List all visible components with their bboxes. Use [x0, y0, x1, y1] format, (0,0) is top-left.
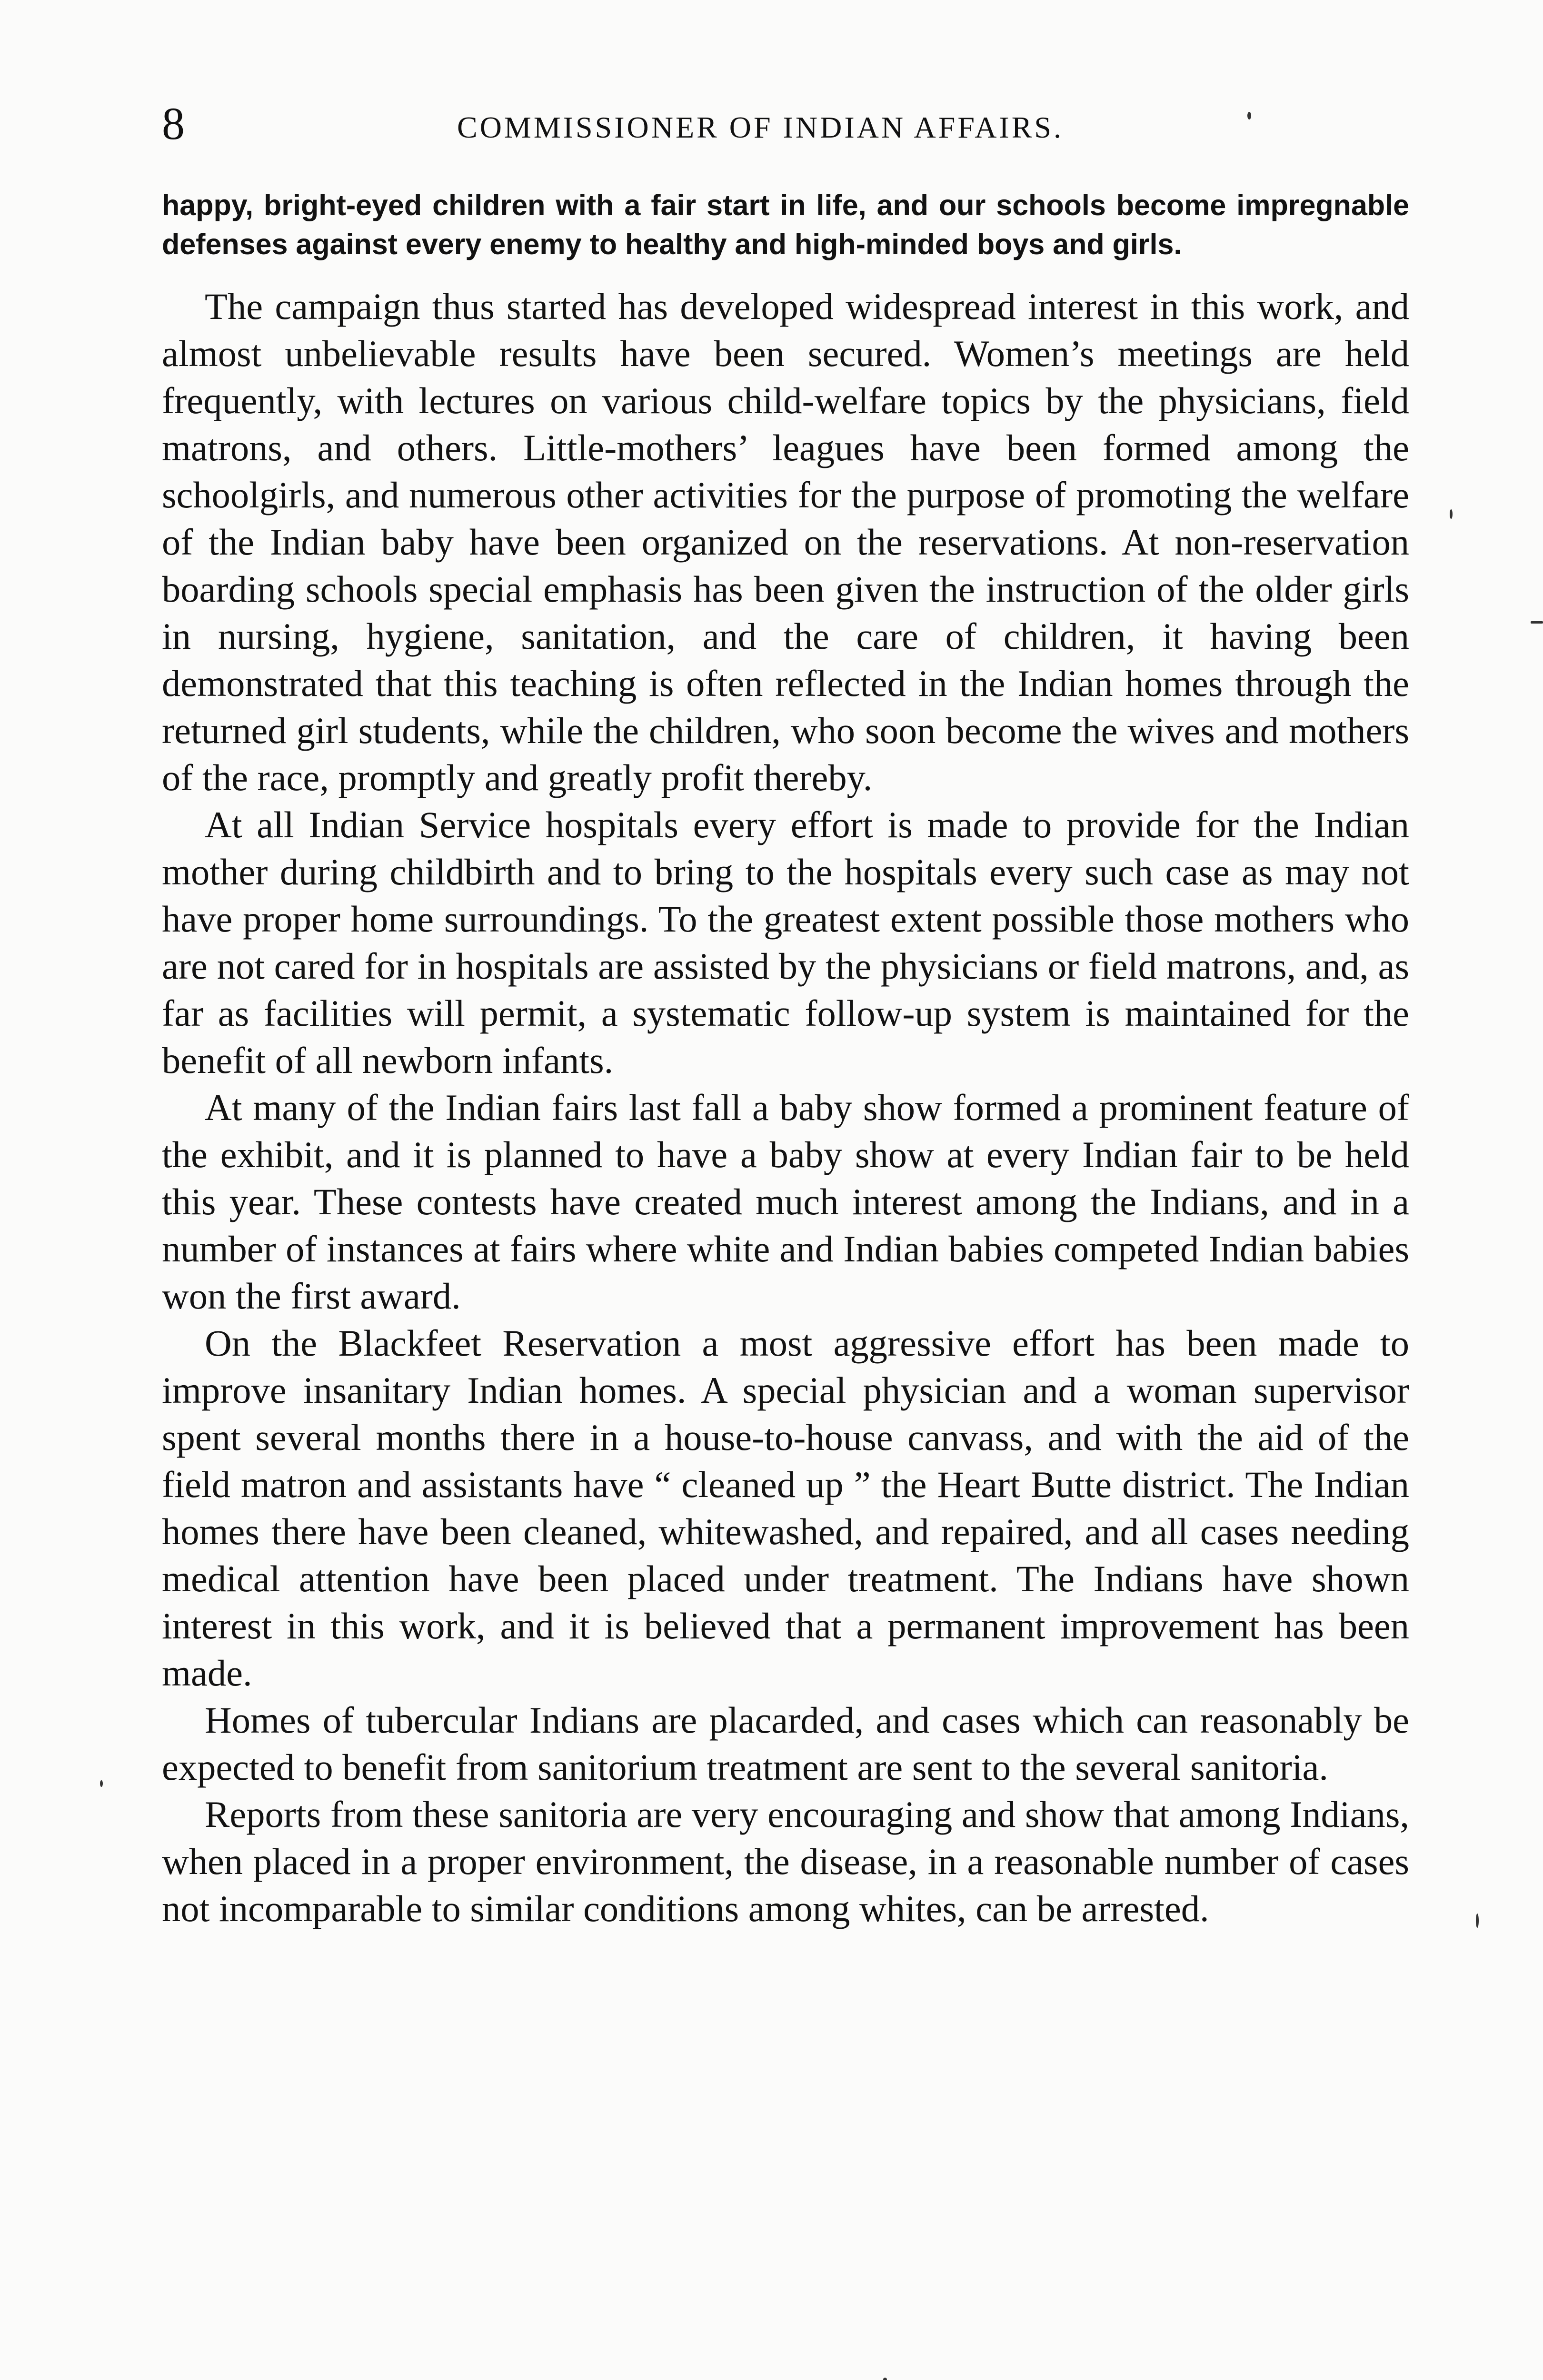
paragraph-tubercular-homes: Homes of tubercular Indians are placarded, and cases which can reasonably be expected to benefit from sanitorium treatment are sent to the several sanitoria.: [162, 1699, 1409, 1788]
print-speck: [883, 2378, 887, 2380]
print-speck: [1531, 621, 1543, 624]
print-speck: [1450, 509, 1453, 519]
page-number: 8: [162, 98, 185, 149]
paragraph-sanitoria-reports: Reports from these sanitoria are very encouraging and show that among Indians, when placed in a proper environment, the disease, in a reasonable number of cases not incomparable to similar conditions among whites, can be arrested.: [162, 1794, 1409, 1929]
page-header: [162, 95, 1409, 152]
paragraph-blackfeet: On the Blackfeet Reservation a most aggressive effort has been made to improve insanitary Indian homes. A special physician and a woman supervisor spent several months there in a house-to-house canvass, and with the aid of the field matron and assistants have “ cleaned up ” the Heart Butte district. The Indian homes there have been cleaned, whitewashed, and repaired, and all cases needing medical attention have been placed under treatment. The Indians have shown interest in this work, and it is believed that a permanent improvement has been made.: [162, 1322, 1409, 1694]
continued-paragraph: happy, bright-eyed children with a fair start in life, and our schools become impregnable defenses against every enemy to healthy and high-minded boys and girls.: [162, 189, 1409, 260]
running-head: COMMISSIONER OF INDIAN AFFAIRS.: [457, 110, 1064, 144]
paragraph-baby-shows: At many of the Indian fairs last fall a baby show formed a prominent feature of the exhibit, and it is planned to have a baby show at every Indian fair to be held this year. These contests have created much interest among the Indians, and in a number of instances at fairs where white and Indian babies competed Indian babies won the first award.: [162, 1087, 1409, 1317]
print-speck: [1247, 112, 1251, 119]
print-speck: [1476, 1914, 1479, 1928]
paragraph-hospitals: At all Indian Service hospitals every effort is made to provide for the Indian mother during childbirth and to bring to the hospitals every such case as may not have proper home surroundings. To the greatest extent possible those mothers who are not cared for in hospitals are assisted by the physicians or field matrons, and, as far as facilities will permit, a systematic follow-up system is maintained for the benefit of all newborn infants.: [162, 804, 1409, 1081]
page-body: [162, 186, 1409, 1932]
paragraph-campaign: The campaign thus started has developed widespread interest in this work, and almost unbelievable results have been secured. Women’s meetings are held frequently, with lectures on various child-welfare topics by the physicians, field matrons, and others. Little-mothers’ leagues have been formed among the schoolgirls, and numerous other activities for the purpose of promoting the welfare of the Indian baby have been organized on the reservations. At non-reservation boarding schools special emphasis has been given the instruction of the older girls in nursing, hygiene, sanitation, and the care of children, it having been demonstrated that this teaching is often reflected in the Indian homes through the returned girl students, while the children, who soon become the wives and mothers of the race, promptly and greatly profit thereby.: [162, 286, 1409, 798]
print-speck: [100, 1780, 103, 1787]
